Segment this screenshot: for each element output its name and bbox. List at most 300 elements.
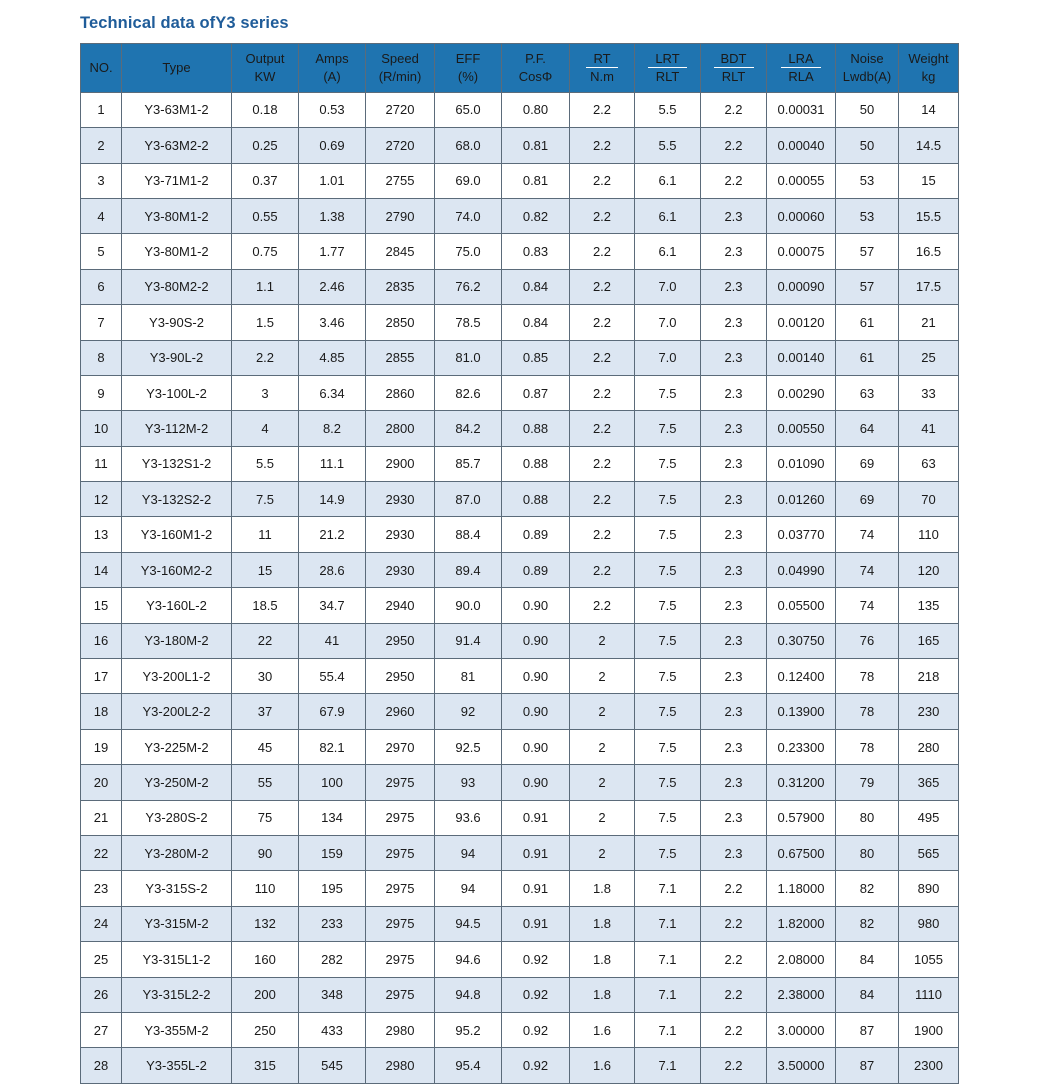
table-body (81, 92, 959, 1083)
cell-type: Y3-132S1-2 (122, 446, 232, 481)
cell-weight: 110 (899, 517, 959, 552)
cell-type: Y3-160M1-2 (122, 517, 232, 552)
cell-lrt: 7.0 (635, 305, 701, 340)
cell-noise: 84 (836, 942, 899, 977)
cell-output: 15 (232, 552, 299, 587)
cell-pf: 0.92 (502, 1048, 570, 1083)
cell-no: 26 (81, 977, 122, 1012)
cell-lra: 3.00000 (767, 1012, 836, 1047)
cell-lra: 0.01260 (767, 482, 836, 517)
cell-speed: 2960 (366, 694, 435, 729)
cell-rt: 2.2 (570, 92, 635, 127)
cell-weight: 280 (899, 729, 959, 764)
header-line2-output: KW (254, 68, 276, 84)
cell-eff: 89.4 (435, 552, 502, 587)
cell-output: 250 (232, 1012, 299, 1047)
header-line1-lrt: LRT (648, 51, 686, 69)
cell-bdt: 2.2 (701, 871, 767, 906)
header-line1-pf: P.F. (525, 51, 546, 67)
cell-amps: 4.85 (299, 340, 366, 375)
cell-pf: 0.90 (502, 765, 570, 800)
cell-speed: 2975 (366, 906, 435, 941)
cell-lrt: 6.1 (635, 163, 701, 198)
column-header-stack-eff (435, 51, 501, 84)
cell-amps: 67.9 (299, 694, 366, 729)
cell-no: 19 (81, 729, 122, 764)
cell-lrt: 7.5 (635, 411, 701, 446)
cell-type: Y3-225M-2 (122, 729, 232, 764)
cell-output: 0.75 (232, 234, 299, 269)
cell-output: 55 (232, 765, 299, 800)
table-row (81, 836, 959, 871)
cell-no: 8 (81, 340, 122, 375)
cell-weight: 565 (899, 836, 959, 871)
cell-bdt: 2.3 (701, 234, 767, 269)
column-header-noise (836, 43, 899, 92)
cell-pf: 0.92 (502, 1012, 570, 1047)
cell-noise: 78 (836, 694, 899, 729)
cell-output: 0.18 (232, 92, 299, 127)
cell-speed: 2835 (366, 269, 435, 304)
cell-noise: 80 (836, 800, 899, 835)
cell-lrt: 7.5 (635, 588, 701, 623)
cell-no: 14 (81, 552, 122, 587)
table-row (81, 340, 959, 375)
cell-weight: 21 (899, 305, 959, 340)
cell-type: Y3-160M2-2 (122, 552, 232, 587)
cell-eff: 87.0 (435, 482, 502, 517)
table-row (81, 1048, 959, 1083)
table-row (81, 623, 959, 658)
cell-no: 4 (81, 198, 122, 233)
cell-output: 160 (232, 942, 299, 977)
column-header-stack-output (232, 51, 298, 84)
cell-lrt: 7.5 (635, 694, 701, 729)
cell-output: 110 (232, 871, 299, 906)
cell-output: 1.5 (232, 305, 299, 340)
cell-lra: 2.08000 (767, 942, 836, 977)
cell-amps: 0.69 (299, 128, 366, 163)
cell-speed: 2975 (366, 942, 435, 977)
cell-weight: 1110 (899, 977, 959, 1012)
cell-speed: 2980 (366, 1048, 435, 1083)
cell-bdt: 2.3 (701, 588, 767, 623)
cell-pf: 0.81 (502, 128, 570, 163)
table-row (81, 269, 959, 304)
cell-eff: 85.7 (435, 446, 502, 481)
cell-no: 1 (81, 92, 122, 127)
header-line2-noise: Lwdb(A) (842, 68, 892, 84)
cell-output: 132 (232, 906, 299, 941)
cell-no: 7 (81, 305, 122, 340)
cell-lra: 0.00140 (767, 340, 836, 375)
cell-speed: 2970 (366, 729, 435, 764)
cell-type: Y3-280M-2 (122, 836, 232, 871)
cell-lrt: 7.5 (635, 482, 701, 517)
cell-amps: 34.7 (299, 588, 366, 623)
cell-lrt: 5.5 (635, 128, 701, 163)
cell-output: 5.5 (232, 446, 299, 481)
cell-eff: 68.0 (435, 128, 502, 163)
table-row (81, 765, 959, 800)
cell-lra: 0.67500 (767, 836, 836, 871)
header-line1-output: Output (245, 51, 285, 67)
cell-type: Y3-180M-2 (122, 623, 232, 658)
cell-amps: 0.53 (299, 92, 366, 127)
cell-lra: 0.00040 (767, 128, 836, 163)
cell-bdt: 2.2 (701, 163, 767, 198)
header-line2-lrt: RLT (655, 69, 680, 85)
cell-rt: 2.2 (570, 340, 635, 375)
header-line2-weight: kg (921, 68, 936, 84)
column-header-no: NO. (81, 43, 122, 92)
cell-amps: 233 (299, 906, 366, 941)
cell-pf: 0.91 (502, 800, 570, 835)
cell-speed: 2975 (366, 800, 435, 835)
cell-lra: 0.01090 (767, 446, 836, 481)
cell-lrt: 7.1 (635, 906, 701, 941)
cell-bdt: 2.2 (701, 977, 767, 1012)
cell-eff: 95.4 (435, 1048, 502, 1083)
cell-weight: 16.5 (899, 234, 959, 269)
cell-output: 37 (232, 694, 299, 729)
cell-speed: 2800 (366, 411, 435, 446)
column-header-stack-rt (570, 51, 634, 85)
cell-type: Y3-315L1-2 (122, 942, 232, 977)
column-header-stack-lrt (635, 51, 700, 85)
cell-bdt: 2.3 (701, 482, 767, 517)
cell-speed: 2720 (366, 128, 435, 163)
cell-bdt: 2.3 (701, 198, 767, 233)
cell-rt: 2.2 (570, 482, 635, 517)
cell-bdt: 2.2 (701, 92, 767, 127)
cell-rt: 1.8 (570, 977, 635, 1012)
header-line2-pf: CosΦ (518, 68, 553, 84)
cell-type: Y3-355M-2 (122, 1012, 232, 1047)
table-row (81, 446, 959, 481)
cell-output: 90 (232, 836, 299, 871)
cell-output: 30 (232, 659, 299, 694)
cell-speed: 2930 (366, 482, 435, 517)
cell-pf: 0.90 (502, 588, 570, 623)
cell-noise: 80 (836, 836, 899, 871)
cell-noise: 69 (836, 446, 899, 481)
cell-output: 7.5 (232, 482, 299, 517)
cell-lra: 0.00055 (767, 163, 836, 198)
cell-noise: 57 (836, 269, 899, 304)
cell-noise: 53 (836, 163, 899, 198)
cell-noise: 82 (836, 871, 899, 906)
cell-pf: 0.80 (502, 92, 570, 127)
cell-weight: 2300 (899, 1048, 959, 1083)
header-line1-amps: Amps (315, 51, 349, 67)
cell-bdt: 2.3 (701, 552, 767, 587)
cell-pf: 0.81 (502, 163, 570, 198)
cell-noise: 87 (836, 1048, 899, 1083)
cell-speed: 2940 (366, 588, 435, 623)
cell-type: Y3-355L-2 (122, 1048, 232, 1083)
cell-lrt: 7.5 (635, 800, 701, 835)
cell-lra: 0.23300 (767, 729, 836, 764)
cell-weight: 218 (899, 659, 959, 694)
cell-speed: 2980 (366, 1012, 435, 1047)
cell-speed: 2855 (366, 340, 435, 375)
cell-eff: 94.6 (435, 942, 502, 977)
cell-lra: 3.50000 (767, 1048, 836, 1083)
cell-noise: 63 (836, 375, 899, 410)
cell-amps: 28.6 (299, 552, 366, 587)
column-header-stack-pf (502, 51, 569, 84)
cell-type: Y3-160L-2 (122, 588, 232, 623)
cell-output: 0.55 (232, 198, 299, 233)
cell-eff: 82.6 (435, 375, 502, 410)
table-row (81, 411, 959, 446)
cell-type: Y3-80M1-2 (122, 234, 232, 269)
cell-eff: 88.4 (435, 517, 502, 552)
cell-weight: 135 (899, 588, 959, 623)
cell-rt: 2.2 (570, 128, 635, 163)
cell-rt: 2.2 (570, 305, 635, 340)
cell-rt: 1.8 (570, 942, 635, 977)
table-row (81, 588, 959, 623)
table-row (81, 942, 959, 977)
table-row (81, 163, 959, 198)
cell-no: 5 (81, 234, 122, 269)
cell-type: Y3-280S-2 (122, 800, 232, 835)
cell-lra: 0.05500 (767, 588, 836, 623)
cell-lra: 0.00090 (767, 269, 836, 304)
cell-lrt: 7.5 (635, 446, 701, 481)
cell-weight: 33 (899, 375, 959, 410)
cell-pf: 0.92 (502, 977, 570, 1012)
cell-eff: 93 (435, 765, 502, 800)
cell-eff: 94 (435, 836, 502, 871)
cell-speed: 2755 (366, 163, 435, 198)
cell-no: 11 (81, 446, 122, 481)
cell-output: 45 (232, 729, 299, 764)
cell-rt: 2.2 (570, 163, 635, 198)
cell-speed: 2850 (366, 305, 435, 340)
table-row (81, 375, 959, 410)
cell-noise: 57 (836, 234, 899, 269)
cell-amps: 14.9 (299, 482, 366, 517)
cell-pf: 0.83 (502, 234, 570, 269)
cell-rt: 2 (570, 729, 635, 764)
cell-noise: 74 (836, 552, 899, 587)
cell-no: 28 (81, 1048, 122, 1083)
cell-pf: 0.91 (502, 836, 570, 871)
cell-weight: 15.5 (899, 198, 959, 233)
cell-weight: 495 (899, 800, 959, 835)
table-row (81, 305, 959, 340)
cell-bdt: 2.2 (701, 906, 767, 941)
cell-type: Y3-315M-2 (122, 906, 232, 941)
cell-eff: 92 (435, 694, 502, 729)
cell-lra: 0.00031 (767, 92, 836, 127)
cell-lrt: 7.1 (635, 1012, 701, 1047)
header-row (81, 43, 959, 92)
table-row (81, 234, 959, 269)
cell-no: 16 (81, 623, 122, 658)
column-header-speed (366, 43, 435, 92)
cell-type: Y3-90L-2 (122, 340, 232, 375)
cell-speed: 2930 (366, 552, 435, 587)
cell-lrt: 7.1 (635, 977, 701, 1012)
cell-lra: 0.12400 (767, 659, 836, 694)
table-row (81, 871, 959, 906)
cell-noise: 53 (836, 198, 899, 233)
cell-lra: 1.18000 (767, 871, 836, 906)
table-row (81, 906, 959, 941)
cell-type: Y3-100L-2 (122, 375, 232, 410)
cell-type: Y3-315L2-2 (122, 977, 232, 1012)
cell-lra: 0.03770 (767, 517, 836, 552)
cell-type: Y3-200L1-2 (122, 659, 232, 694)
cell-amps: 159 (299, 836, 366, 871)
column-header-rt (570, 43, 635, 92)
cell-lrt: 6.1 (635, 234, 701, 269)
page-title: Technical data ofY3 series (80, 14, 289, 32)
header-line1-bdt: BDT (714, 51, 754, 69)
cell-eff: 78.5 (435, 305, 502, 340)
cell-weight: 15 (899, 163, 959, 198)
cell-type: Y3-63M1-2 (122, 92, 232, 127)
cell-noise: 61 (836, 340, 899, 375)
cell-type: Y3-80M1-2 (122, 198, 232, 233)
cell-rt: 2.2 (570, 411, 635, 446)
cell-weight: 1055 (899, 942, 959, 977)
cell-speed: 2900 (366, 446, 435, 481)
cell-lrt: 7.5 (635, 765, 701, 800)
cell-pf: 0.84 (502, 305, 570, 340)
column-header-stack-lra (767, 51, 835, 85)
cell-weight: 120 (899, 552, 959, 587)
table-row (81, 517, 959, 552)
cell-eff: 94.5 (435, 906, 502, 941)
cell-rt: 2 (570, 765, 635, 800)
cell-lra: 2.38000 (767, 977, 836, 1012)
cell-speed: 2845 (366, 234, 435, 269)
cell-type: Y3-63M2-2 (122, 128, 232, 163)
cell-eff: 93.6 (435, 800, 502, 835)
cell-lrt: 7.5 (635, 375, 701, 410)
cell-type: Y3-90S-2 (122, 305, 232, 340)
cell-eff: 94.8 (435, 977, 502, 1012)
cell-bdt: 2.3 (701, 517, 767, 552)
cell-rt: 2.2 (570, 234, 635, 269)
cell-rt: 2.2 (570, 198, 635, 233)
table-row (81, 659, 959, 694)
cell-pf: 0.84 (502, 269, 570, 304)
column-header-type: Type (122, 43, 232, 92)
cell-bdt: 2.3 (701, 305, 767, 340)
cell-no: 21 (81, 800, 122, 835)
cell-lra: 0.00060 (767, 198, 836, 233)
table-row (81, 92, 959, 127)
cell-weight: 41 (899, 411, 959, 446)
cell-output: 22 (232, 623, 299, 658)
cell-no: 22 (81, 836, 122, 871)
cell-no: 13 (81, 517, 122, 552)
cell-output: 18.5 (232, 588, 299, 623)
cell-output: 11 (232, 517, 299, 552)
cell-noise: 76 (836, 623, 899, 658)
cell-rt: 2.2 (570, 517, 635, 552)
cell-lrt: 7.5 (635, 623, 701, 658)
header-line1-noise: Noise (850, 51, 884, 67)
cell-pf: 0.90 (502, 623, 570, 658)
cell-no: 24 (81, 906, 122, 941)
cell-eff: 81.0 (435, 340, 502, 375)
cell-weight: 890 (899, 871, 959, 906)
cell-lra: 0.13900 (767, 694, 836, 729)
cell-no: 9 (81, 375, 122, 410)
cell-output: 0.25 (232, 128, 299, 163)
cell-bdt: 2.3 (701, 694, 767, 729)
cell-speed: 2950 (366, 623, 435, 658)
cell-pf: 0.90 (502, 729, 570, 764)
cell-weight: 365 (899, 765, 959, 800)
cell-pf: 0.85 (502, 340, 570, 375)
cell-output: 3 (232, 375, 299, 410)
header-line2-speed: (R/min) (378, 68, 422, 84)
header-line2-bdt: RLT (721, 69, 746, 85)
cell-pf: 0.89 (502, 517, 570, 552)
column-header-stack-amps (299, 51, 365, 84)
cell-speed: 2975 (366, 977, 435, 1012)
cell-lra: 0.04990 (767, 552, 836, 587)
cell-noise: 79 (836, 765, 899, 800)
cell-speed: 2975 (366, 836, 435, 871)
header-line1-lra: LRA (781, 51, 820, 69)
cell-noise: 87 (836, 1012, 899, 1047)
cell-bdt: 2.2 (701, 942, 767, 977)
cell-no: 27 (81, 1012, 122, 1047)
cell-amps: 8.2 (299, 411, 366, 446)
cell-lrt: 7.5 (635, 517, 701, 552)
cell-bdt: 2.2 (701, 1048, 767, 1083)
cell-type: Y3-250M-2 (122, 765, 232, 800)
cell-rt: 1.6 (570, 1012, 635, 1047)
cell-eff: 84.2 (435, 411, 502, 446)
cell-lra: 0.00075 (767, 234, 836, 269)
cell-noise: 64 (836, 411, 899, 446)
cell-type: Y3-132S2-2 (122, 482, 232, 517)
cell-lra: 1.82000 (767, 906, 836, 941)
cell-rt: 1.8 (570, 906, 635, 941)
cell-lra: 0.00290 (767, 375, 836, 410)
cell-output: 315 (232, 1048, 299, 1083)
cell-lrt: 7.1 (635, 871, 701, 906)
cell-pf: 0.87 (502, 375, 570, 410)
table-row (81, 1012, 959, 1047)
cell-bdt: 2.3 (701, 800, 767, 835)
table-row (81, 694, 959, 729)
cell-type: Y3-71M1-2 (122, 163, 232, 198)
cell-amps: 11.1 (299, 446, 366, 481)
cell-lra: 0.00550 (767, 411, 836, 446)
column-header-bdt (701, 43, 767, 92)
header-line1-rt: RT (586, 51, 617, 69)
table-row (81, 198, 959, 233)
cell-pf: 0.91 (502, 906, 570, 941)
cell-output: 200 (232, 977, 299, 1012)
cell-noise: 69 (836, 482, 899, 517)
cell-rt: 2.2 (570, 588, 635, 623)
header-line2-lra: RLA (788, 69, 814, 85)
cell-bdt: 2.2 (701, 128, 767, 163)
cell-bdt: 2.3 (701, 269, 767, 304)
